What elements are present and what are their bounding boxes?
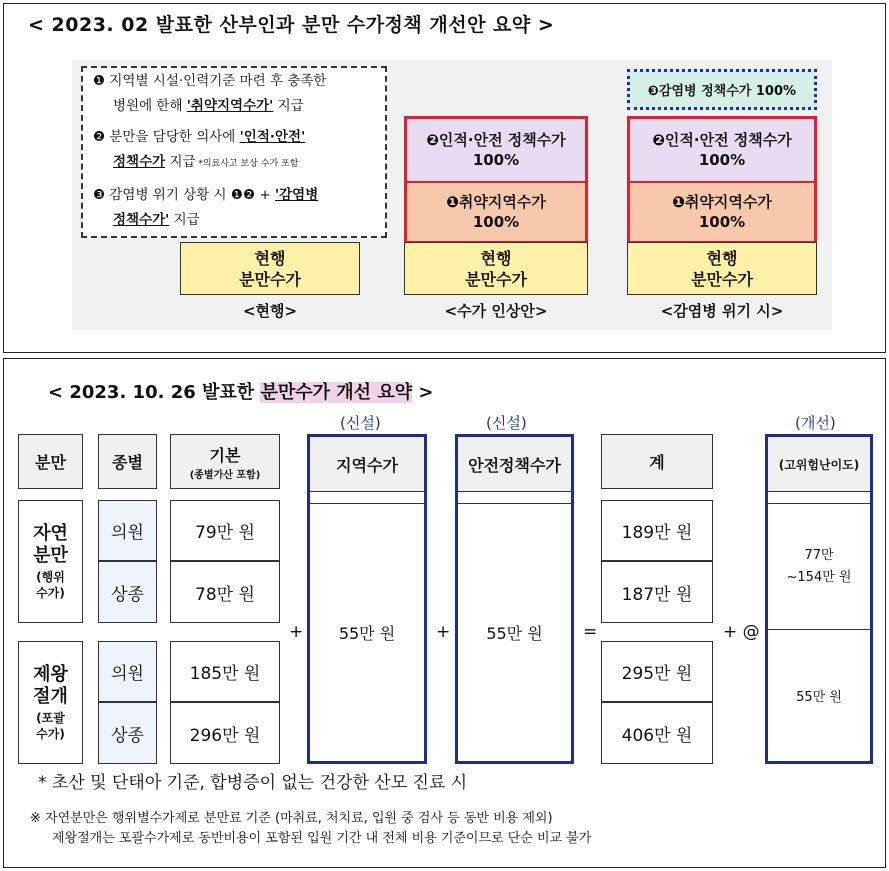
plus-operator: + bbox=[289, 622, 304, 642]
safety-policy-fee-box: ❷인적·안전 정책수가 100% bbox=[407, 119, 585, 181]
header-regional: 지역수가 bbox=[310, 437, 424, 492]
note-line-1: ❶ 지역별 시설·인력기준 마련 후 충족한 bbox=[93, 73, 327, 89]
header-basic: 기본 (종별가산 포함) bbox=[170, 434, 280, 489]
plus-at-operator: + @ bbox=[723, 622, 760, 642]
note-line-5: ❸ 감염병 위기 상황 시 ❶❷ + '감염병 bbox=[93, 187, 319, 203]
improved-tag-risk: (개선) bbox=[795, 414, 836, 432]
caption-current: <현행> bbox=[242, 302, 298, 320]
footnote-comparison: ※ 자연분만은 행위별수가제로 분만료 기준 (마취료, 처치료, 입원 중 검사 등 동반 비용 제외) 제왕절개는 포괄수가제로 동반비용이 포함된 입원 기간 내 전체 비용 기준이므로 단순 비교 불가 bbox=[30, 811, 592, 846]
note-line-3: ❷ 분만을 담당한 의사에 '인적·안전' bbox=[93, 129, 306, 145]
header-delivery: 분만 bbox=[18, 434, 83, 489]
new-tag-safety: (신설) bbox=[486, 414, 527, 432]
high-risk-cesarean-value: 55만 원 bbox=[796, 690, 842, 705]
top-title: < 2023. 02 발표한 산부인과 분만 수가정책 개선안 요약 > bbox=[28, 14, 555, 36]
infection-policy-fee-box: ❸감염병 정책수가 100% bbox=[627, 69, 817, 110]
raise-plan-stack bbox=[404, 116, 588, 244]
bottom-title: < 2023. 10. 26 발표한 분만수가 개선 요약 > bbox=[48, 382, 434, 403]
regional-fee-column bbox=[307, 434, 427, 764]
vulnerable-region-fee-box: ❶취약지역수가 100% bbox=[407, 181, 585, 241]
basic-value: 296만 원 bbox=[170, 702, 280, 764]
caption-crisis: <감염병 위기 시> bbox=[660, 302, 784, 320]
crisis-safety-policy-fee-box: ❷인적·안전 정책수가 100% bbox=[630, 119, 814, 181]
safety-fee-column bbox=[455, 434, 574, 764]
crisis-base-fee-box: 현행 분만수가 bbox=[627, 242, 817, 295]
row-natural-delivery: 자연 분만 (행위 수가) bbox=[18, 500, 83, 623]
crisis-stack bbox=[627, 116, 817, 244]
basic-value: 185만 원 bbox=[170, 641, 280, 702]
row-cesarean: 제왕 절개 (포괄 수가) bbox=[18, 641, 83, 764]
total-value: 189만 원 bbox=[601, 500, 713, 561]
total-value: 295만 원 bbox=[601, 641, 713, 702]
equals-operator: = bbox=[583, 622, 598, 642]
caption-raise-plan: <수가 인상안> bbox=[444, 302, 548, 320]
raise-plan-base-fee-box: 현행 분만수가 bbox=[404, 242, 588, 295]
new-tag-regional: (신설) bbox=[340, 414, 381, 432]
type-general-cesarean: 상종 bbox=[98, 702, 157, 764]
current-base-fee-box: 현행 분만수가 bbox=[180, 242, 360, 295]
header-high-risk: (고위험난이도) bbox=[768, 437, 870, 492]
type-general-natural: 상종 bbox=[98, 561, 157, 623]
header-type: 종별 bbox=[98, 434, 157, 489]
safety-fee-value: 55만 원 bbox=[486, 624, 543, 643]
policy-notes-box bbox=[81, 66, 387, 238]
high-risk-fee-column bbox=[765, 434, 873, 764]
basic-value: 79만 원 bbox=[170, 500, 280, 561]
header-safety: 안전정책수가 bbox=[458, 437, 571, 492]
total-value: 406만 원 bbox=[601, 702, 713, 764]
plus-operator: + bbox=[436, 622, 451, 642]
note-line-6: 정책수가' 지급 bbox=[113, 212, 200, 228]
header-total: 계 bbox=[601, 434, 713, 489]
total-value: 187만 원 bbox=[601, 561, 713, 623]
note-line-4: 정책수가 지급 *의료사고 보상 수가 포함 bbox=[113, 154, 299, 170]
high-risk-natural-value: 77만 ~154만 원 bbox=[768, 504, 870, 630]
type-clinic-cesarean: 의원 bbox=[98, 641, 157, 702]
note-line-2: 병원에 한해 '취약지역수가' 지급 bbox=[113, 98, 304, 114]
basic-value: 78만 원 bbox=[170, 561, 280, 623]
type-clinic-natural: 의원 bbox=[98, 500, 157, 561]
crisis-vulnerable-region-fee-box: ❶취약지역수가 100% bbox=[630, 181, 814, 241]
regional-fee-value: 55만 원 bbox=[338, 624, 396, 643]
footnote-basis: * 초산 및 단태아 기준, 합병증이 없는 건강한 산모 진료 시 bbox=[38, 773, 468, 793]
